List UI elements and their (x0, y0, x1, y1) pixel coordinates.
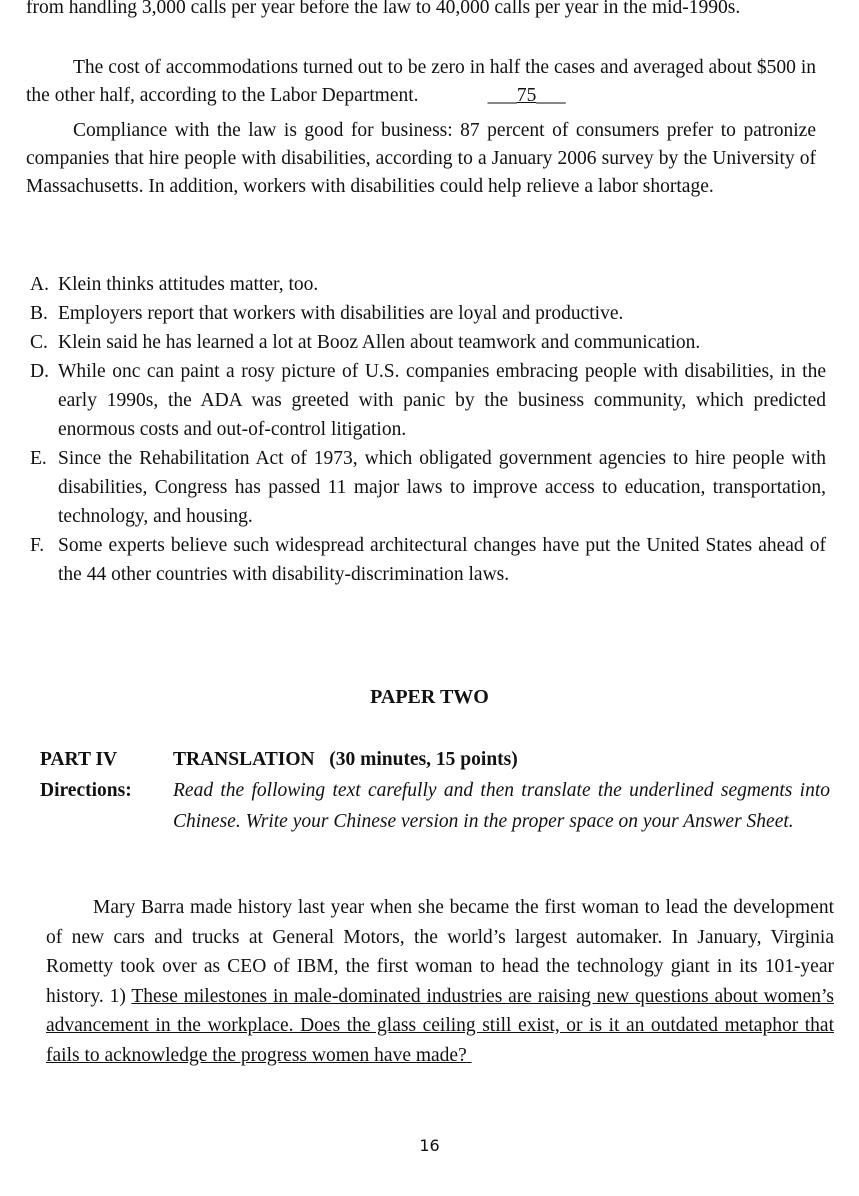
paragraph-compliance: Compliance with the law is good for business: 87 percent of consumers prefer to patronize companies that hire people with disabilities, according to a January 2006 survey by the University of Massachusetts. In addition, workers with disabilities could help relieve a labor shortage. (26, 120, 816, 197)
option-d (30, 357, 826, 444)
underlined-segment: These milestones in male-dominated industries are raising new questions about women’s advancement in the workplace. Does the glass ceiling still exist, or is it an outdated metaphor that fails to acknowledge the progress women have made? (46, 985, 835, 1066)
option-a (30, 270, 826, 299)
part-label: PART IV (40, 749, 118, 770)
paragraph-calls: from handling 3,000 calls per year before the law to 40,000 calls per year in the mid-1990s. (26, 0, 741, 18)
passage-text: Mary Barra made history last year when she became the first woman to lead the development of new cars and trucks at General Motors, the world’s largest automaker. In January, Virginia Rometty took over as CEO of IBM, the first woman to head the technology giant in its 101-year history. 1) (46, 897, 834, 1007)
directions-text: Read the following text carefully and then translate the underlined segments into Chinese. Write your Chinese version in the proper space on your Answer Sheet. (173, 780, 830, 832)
option-text: Klein said he has learned a lot at Booz Allen about teamwork and communication. (58, 332, 701, 353)
option-letter: D. (30, 361, 49, 382)
section-heading: PAPER TWO (370, 686, 489, 708)
option-text: Some experts believe such widespread architectural changes have put the United States ahead of the 44 other countries with disability-discrimination laws. (58, 535, 826, 585)
part-meta: (30 minutes, 15 points) (329, 749, 518, 770)
option-f (30, 531, 826, 589)
directions-row (40, 775, 830, 837)
blank-number: 75 (516, 85, 537, 106)
options-list (30, 270, 826, 589)
option-letter: E. (30, 448, 47, 469)
part-header (40, 744, 830, 837)
option-text: While onc can paint a rosy picture of U.S. companies embracing people with disabilities, in the early 1990s, the ADA was greeted with panic by the business community, which predicted enormous costs and out-of-control litigation. (58, 361, 826, 440)
underline-tail (467, 1045, 472, 1066)
option-b (30, 299, 826, 328)
answer-blank: ___75___ (487, 85, 566, 106)
option-e (30, 444, 826, 531)
translation-passage (46, 893, 834, 1070)
paragraph-cost (26, 54, 816, 110)
option-text: Klein thinks attitudes matter, too. (58, 274, 319, 295)
option-text: Employers report that workers with disabilities are loyal and productive. (58, 303, 624, 324)
option-text: Since the Rehabilitation Act of 1973, which obligated government agencies to hire people with disabilities, Congress has passed 11 major laws to improve access to education, transportation, technology, and housing. (58, 448, 826, 527)
paragraph-cost-text: The cost of accommodations turned out to be zero in half the cases and averaged about $500 in the other half, according to the Labor Department. (26, 57, 816, 106)
option-c (30, 328, 826, 357)
directions-label: Directions: (40, 780, 132, 801)
part-title-row (40, 744, 830, 775)
part-title-group (173, 744, 830, 775)
option-letter: B. (30, 303, 48, 324)
page-number: 16 (419, 1136, 440, 1155)
option-letter: A. (30, 274, 49, 295)
part-title: TRANSLATION (173, 749, 315, 770)
option-letter: F. (30, 535, 45, 556)
option-letter: C. (30, 332, 48, 353)
